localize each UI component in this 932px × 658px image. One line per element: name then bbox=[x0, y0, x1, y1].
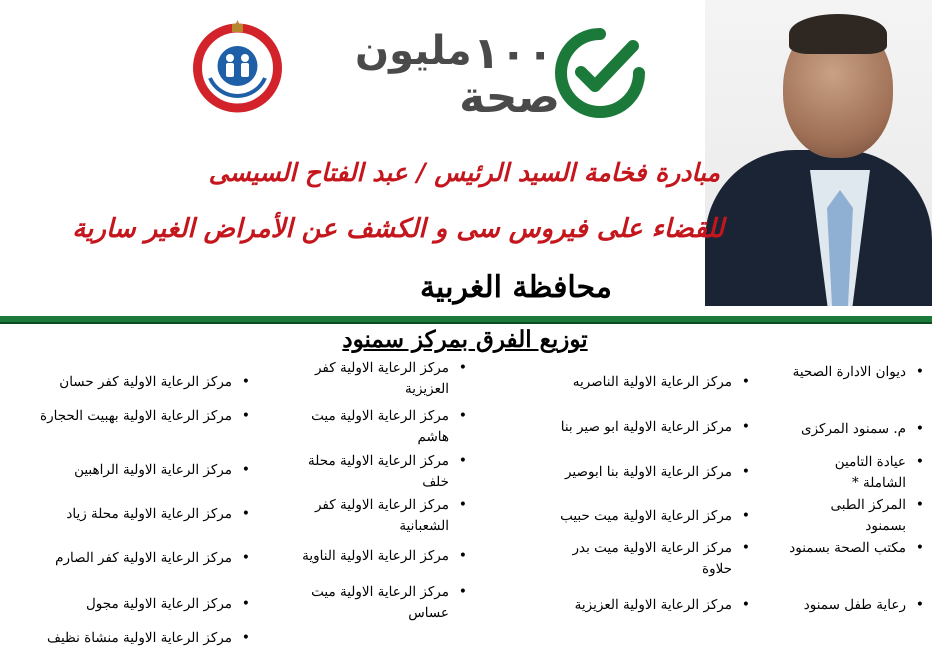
list-item: • مركز الرعاية الاولية محلة زياد bbox=[5, 504, 250, 525]
ministry-seal-icon bbox=[190, 18, 285, 113]
logo-word-million: مليون bbox=[355, 28, 472, 74]
list-item: • مركز الرعاية الاولية ميت هاشم bbox=[289, 406, 467, 448]
list-item: • مركز الرعاية الاولية كفر الشعبانية bbox=[289, 495, 467, 537]
list-item: • المركز الطبى بسمنود bbox=[789, 495, 924, 537]
header-banner bbox=[0, 0, 932, 316]
list-item: • مركز الرعاية الاولية ميت حبيب bbox=[525, 506, 750, 527]
list-item: • مركز الرعاية الاولية الراهبين bbox=[5, 460, 250, 481]
list-item: • مكتب الصحة بسمنود bbox=[789, 538, 924, 559]
column-1-list bbox=[789, 358, 924, 648]
list-item: • مركز الرعاية الاولية محلة خلف bbox=[289, 451, 467, 493]
divider-dark bbox=[0, 322, 932, 324]
list-item: • مركز الرعاية الاولية بهبيت الحجارة bbox=[32, 406, 250, 427]
list-item: • مركز الرعاية الاولية ميت بدر حلاوة bbox=[552, 538, 750, 580]
list-item: • مركز الرعاية الاولية كفر العزيزية bbox=[289, 358, 467, 400]
list-item: • مركز الرعاية الاولية كفر الصارم bbox=[5, 548, 250, 569]
list-item: • م. سمنود المركزى bbox=[789, 419, 924, 440]
portrait-hair bbox=[789, 14, 887, 54]
slogan-line-1: مبادرة فخامة السيد الرئيس / عبد الفتاح السيسى bbox=[208, 158, 720, 187]
list-item: • مركز الرعاية الاولية ميت عساس bbox=[289, 582, 467, 624]
logo-number: ١٠٠ bbox=[473, 28, 554, 79]
governorate-title: محافظة الغربية bbox=[419, 270, 612, 305]
list-item: • مركز الرعاية الاولية الناوية bbox=[272, 546, 467, 567]
slogan-line-2: للقضاء على فيروس سى و الكشف عن الأمراض الغير سارية bbox=[72, 214, 724, 244]
list-item: • مركز الرعاية الاولية الناصريه bbox=[525, 372, 750, 393]
logo-100-million-health bbox=[355, 28, 655, 123]
list-item: • عيادة التامين الشاملة * bbox=[789, 452, 924, 494]
list-item: • ديوان الادارة الصحية bbox=[789, 362, 924, 383]
list-item: • مركز الرعاية الاولية بنا ابوصير bbox=[525, 462, 750, 483]
column-4-list bbox=[5, 358, 250, 658]
list-item: • مركز الرعاية الاولية مجول bbox=[5, 594, 250, 615]
list-item: • مركز الرعاية الاولية ابو صير بنا bbox=[525, 417, 750, 438]
column-3-list bbox=[272, 358, 467, 648]
list-item: • مركز الرعاية الاولية منشاة نظيف bbox=[5, 628, 250, 649]
logo-word-health: صحة bbox=[459, 72, 560, 123]
list-item: • رعاية طفل سمنود bbox=[789, 595, 924, 616]
president-portrait bbox=[705, 0, 932, 306]
section-title: توزيع الفرق بمركز سمنود bbox=[342, 326, 588, 353]
list-item: • مركز الرعاية الاولية كفر حسان bbox=[5, 372, 250, 393]
column-2-list bbox=[525, 358, 750, 648]
list-item: • مركز الرعاية الاولية العزيزية bbox=[525, 595, 750, 616]
